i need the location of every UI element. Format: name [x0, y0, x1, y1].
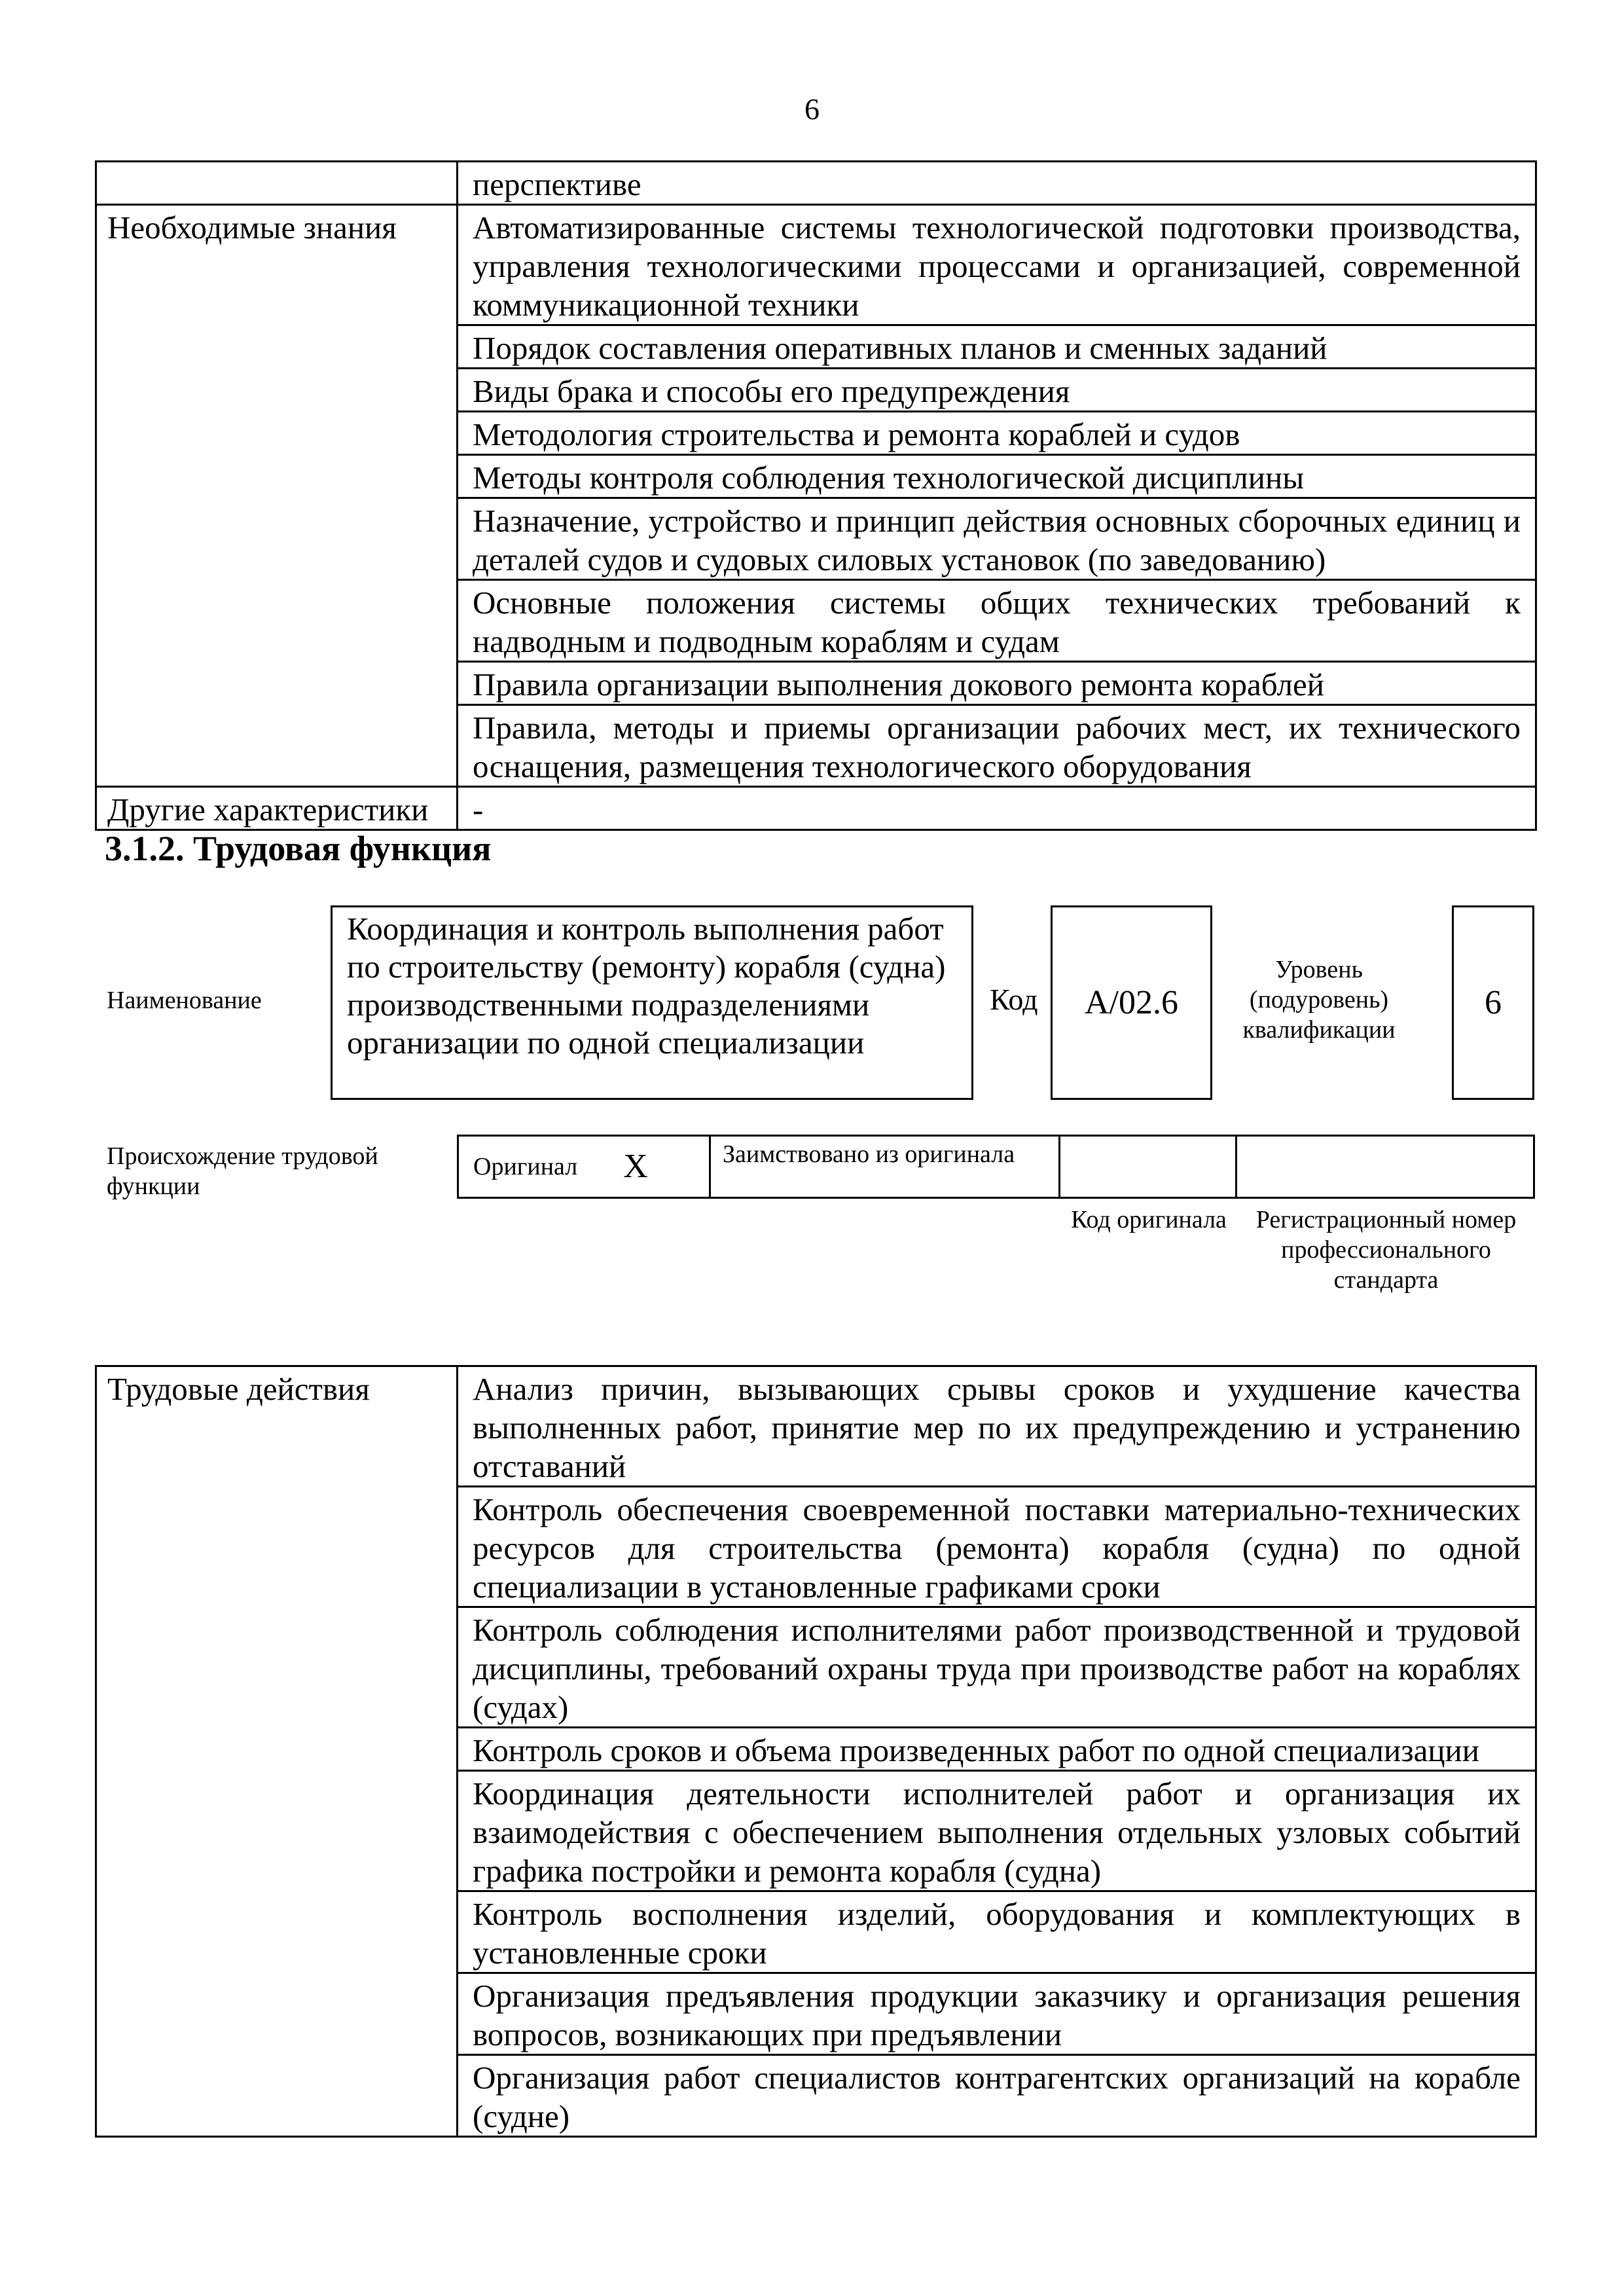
knowledge-item: Методы контроля соблюдения технологической дисциплины — [458, 455, 1536, 498]
knowledge-item: Правила, методы и приемы организации рабочих мест, их технического оснащения, размещения технологического оборудования — [458, 705, 1536, 787]
action-item: Контроль восполнения изделий, оборудования и комплектующих в установленные сроки — [458, 1891, 1536, 1973]
qualification-level-label: Уровень (подуровень) квалификации — [1242, 956, 1396, 1044]
code-original-cell — [1060, 1137, 1237, 1197]
knowledge-item: Автоматизированные системы технологической подготовки производства, управления технологическими процессами и организацией, современной коммуникационной техники — [458, 205, 1536, 325]
knowledge-table — [95, 160, 1537, 831]
knowledge-item: Виды брака и способы его предупреждения — [458, 369, 1536, 412]
action-item: Контроль сроков и объема произведенных работ по одной специализации — [458, 1728, 1536, 1771]
knowledge-item: Порядок составления оперативных планов и сменных заданий — [458, 325, 1536, 369]
table-row — [96, 205, 1536, 325]
borrowed-cell: Заимствовано из оригинала — [711, 1137, 1060, 1197]
other-characteristics-label: Другие характеристики — [96, 787, 458, 830]
origin-label: Происхождение трудовой функции — [107, 1142, 378, 1200]
action-item: Анализ причин, вызывающих срывы сроков и ухудшение качества выполненных работ, принятие мер по их предупреждению и устранению отставаний — [458, 1366, 1536, 1487]
page-number: 6 — [804, 92, 820, 126]
reg-number-caption: Регистрационный номер профессионального стандарта — [1255, 1206, 1517, 1294]
action-item: Координация деятельности исполнителей работ и организация их взаимодействия с обеспечением выполнения отдельных узловых событий графика постройки и ремонта корабля (судна) — [458, 1771, 1536, 1891]
knowledge-item: Основные положения системы общих технических требований к надводным и подводным кораблям и судам — [458, 580, 1536, 662]
table-row — [96, 1366, 1536, 1487]
action-item: Организация работ специалистов контрагентских организаций на корабле (судне) — [458, 2055, 1536, 2137]
actions-table — [95, 1365, 1537, 2138]
action-item: Контроль соблюдения исполнителями работ производственной и трудовой дисциплины, требований охраны труда при производстве работ на кораблях (судах) — [458, 1607, 1536, 1728]
action-item: Организация предъявления продукции заказчику и организация решения вопросов, возникающих при предъявлении — [458, 1973, 1536, 2055]
origin-row — [457, 1135, 1535, 1199]
reg-number-cell — [1237, 1137, 1533, 1197]
code-original-caption: Код оригинала — [1071, 1206, 1227, 1233]
knowledge-item: Правила организации выполнения докового ремонта кораблей — [458, 662, 1536, 705]
function-name-box: Координация и контроль выполнения работ по строительству (ремонту) корабля (судна) производственными подразделениями организации по одной специализации — [331, 905, 973, 1100]
action-item: Контроль обеспечения своевременной поставки материально-технических ресурсов для строительства (ремонта) корабля (судна) по одной специализации в установленные графиками сроки — [458, 1487, 1536, 1607]
table-row — [96, 162, 1536, 205]
code-label: Код — [990, 983, 1038, 1016]
original-label: Оригинал — [473, 1153, 578, 1180]
function-code-box: А/02.6 — [1051, 905, 1212, 1100]
empty-cell — [96, 162, 458, 205]
original-mark: X — [623, 1148, 648, 1185]
name-label: Наименование — [107, 987, 262, 1014]
table-row — [96, 787, 1536, 830]
knowledge-item: Методология строительства и ремонта кораблей и судов — [458, 412, 1536, 455]
actions-label: Трудовые действия — [96, 1366, 458, 2137]
section-heading: 3.1.2. Трудовая функция — [105, 829, 492, 868]
qualification-level-box: 6 — [1452, 905, 1534, 1100]
knowledge-label: Необходимые знания — [96, 205, 458, 787]
knowledge-item: Назначение, устройство и принцип действия основных сборочных единиц и деталей судов и судовых силовых установок (по заведованию) — [458, 498, 1536, 580]
original-cell — [459, 1137, 711, 1197]
continuation-cell: перспективе — [458, 162, 1536, 205]
other-characteristics-value: - — [458, 787, 1536, 830]
